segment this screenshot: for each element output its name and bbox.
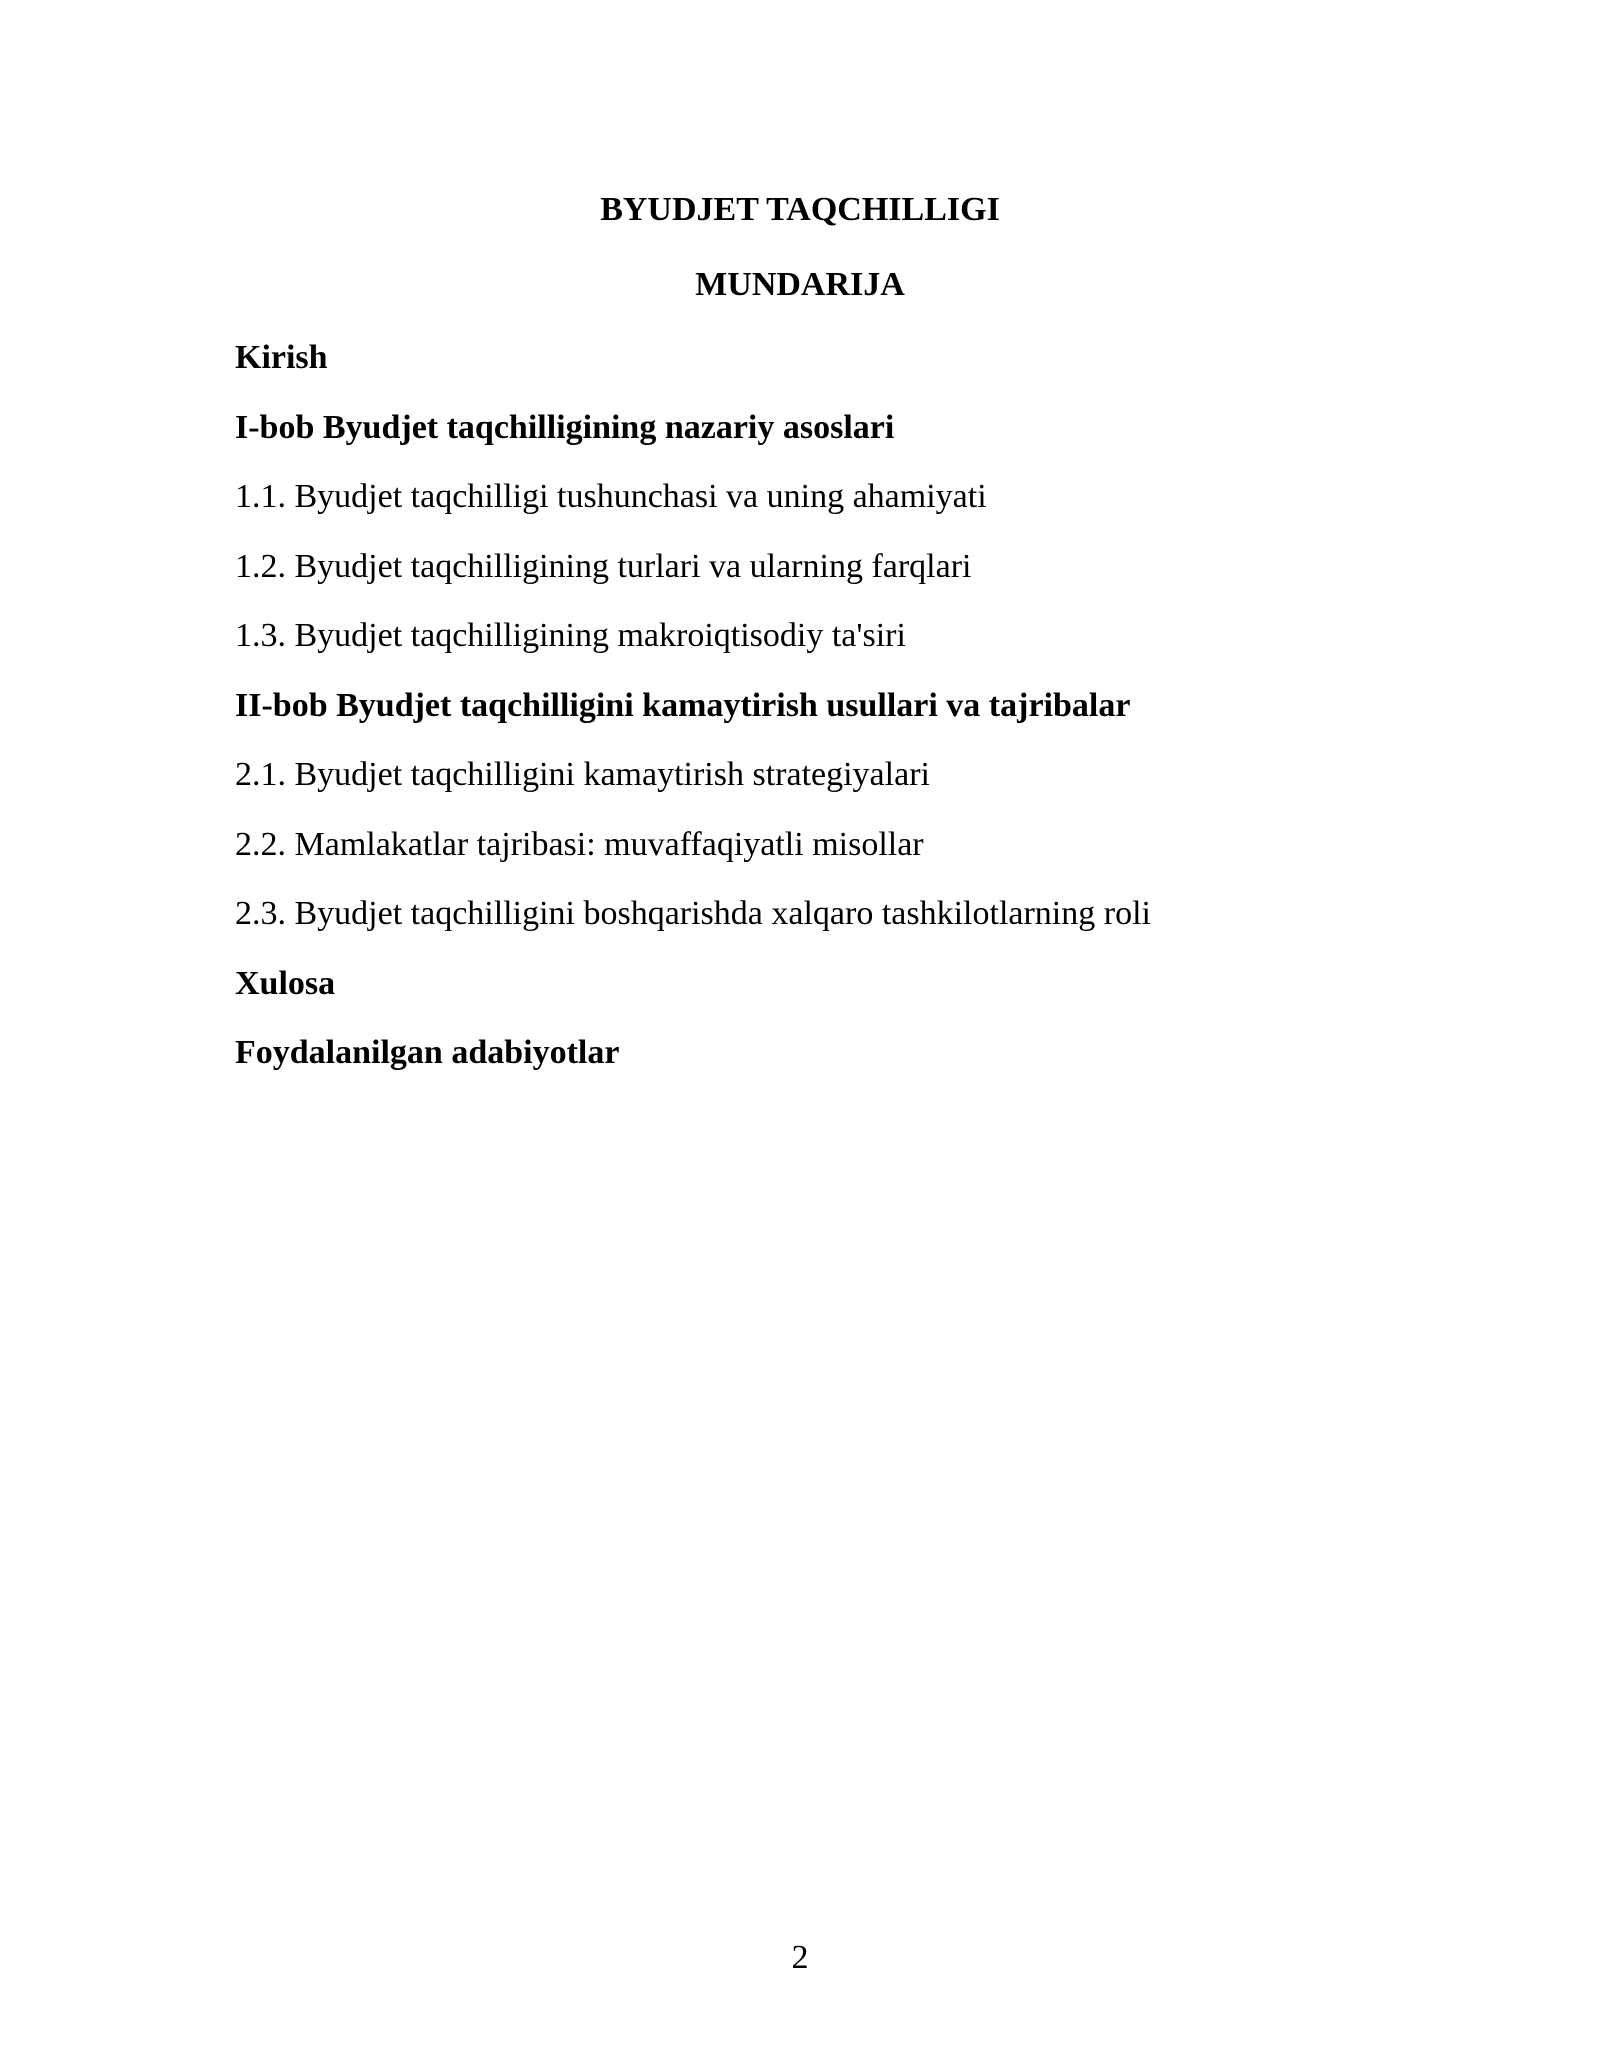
toc-item-introduction: Kirish (235, 339, 328, 376)
toc-item-section-1-3: 1.3. Byudjet taqchilligining makroiqtisodiy ta'siri (235, 617, 906, 654)
document-title: BYUDJET TAQCHILLIGI (600, 191, 1000, 228)
toc-item-section-2-3: 2.3. Byudjet taqchilligini boshqarishda xalqaro tashkilotlarning roli (235, 895, 1151, 932)
table-of-contents (235, 338, 1435, 1103)
toc-heading: MUNDARIJA (695, 266, 905, 303)
toc-item-section-1-2: 1.2. Byudjet taqchilligining turlari va ularning farqlari (235, 547, 972, 585)
page-number: 2 (791, 1939, 809, 1976)
toc-item-section-1-1: 1.1. Byudjet taqchilligi tushunchasi va uning ahamiyati (235, 478, 987, 515)
toc-item-chapter-2: II-bob Byudjet taqchilligini kamaytirish usullari va tajribalar (235, 686, 1131, 724)
toc-item-conclusion: Xulosa (235, 964, 336, 1002)
toc-item-section-2-1: 2.1. Byudjet taqchilligini kamaytirish strategiyalari (235, 756, 930, 793)
toc-item-section-2-2: 2.2. Mamlakatlar tajribasi: muvaffaqiyatli misollar (235, 825, 924, 863)
toc-item-references: Foydalanilgan adabiyotlar (235, 1034, 620, 1071)
toc-item-chapter-1: I-bob Byudjet taqchilligining nazariy asoslari (235, 408, 895, 446)
